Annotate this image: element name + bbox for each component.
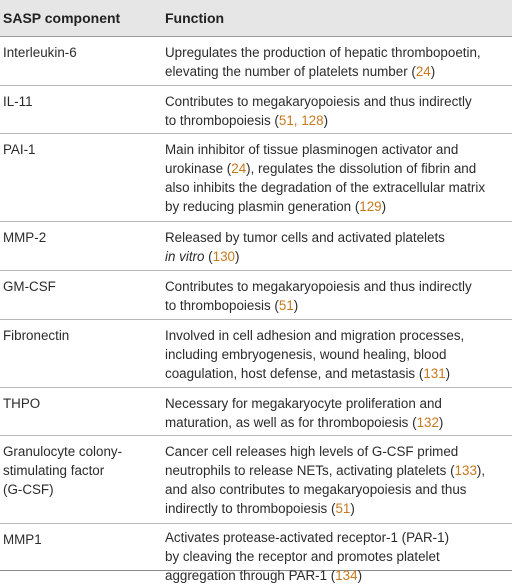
component-cell: Interleukin-6 [3,45,77,60]
function-cell: Activates protease-activated receptor-1 (PAR-1) by cleaving the receptor and promotes platelet aggregation through PAR-1 (134) [165,530,450,583]
citation-link[interactable]: 132 [416,415,439,430]
table-row [0,37,512,86]
component-cell: MMP-2 [3,230,47,245]
function-cell: Involved in cell adhesion and migration processes, including embryogenesis, wound healing, blood coagulation, host defense, and metastasis (131) [165,328,465,381]
function-cell: Contributes to megakaryopoiesis and thus indirectly to thrombopoiesis (51, 128) [165,94,472,128]
citation-link[interactable]: 51 [335,501,351,516]
header-function: Function [165,10,225,26]
citation-link[interactable]: 51 [278,298,294,313]
header-sasp-component: SASP component [3,10,121,26]
component-cell: MMP1 [3,532,42,547]
table-row [0,222,512,271]
table-header [0,0,512,37]
table-row [0,436,512,524]
component-cell: Granulocyte colony- stimulating factor (G-CSF) [3,444,123,497]
function-cell: Main inhibitor of tissue plasminogen activator and urokinase (24), regulates the dissolution of fibrin and also inhibits the degradation of the extracellular matrix by reducing plasmin generation (129) [165,142,486,214]
component-cell: GM-CSF [3,279,56,294]
component-cell: PAI-1 [3,142,36,157]
component-cell: IL-11 [3,94,33,109]
table-row [0,388,512,436]
table-row [0,134,512,222]
table-row [0,86,512,134]
citation-link[interactable]: 133 [454,463,477,478]
table-row [0,271,512,320]
citation-link[interactable]: 24 [231,161,247,176]
function-cell: Cancer cell releases high levels of G-CSF primed neutrophils to release NETs, activating platelets (133), and also contributes to megakaryopoiesis and thus indirectly to thrombopoiesis (51) [165,444,486,516]
component-cell: Fibronectin [3,328,70,343]
table-row [0,320,512,388]
citation-link[interactable]: 130 [212,249,235,264]
citation-link[interactable]: 24 [415,64,431,79]
function-cell: Contributes to megakaryopoiesis and thus indirectly to thrombopoiesis (51) [165,279,472,313]
function-cell: Released by tumor cells and activated platelets in vitro (130) [165,230,445,264]
function-cell: Upregulates the production of hepatic thrombopoetin, elevating the number of platelets number (24) [165,45,481,79]
citation-link[interactable]: 129 [359,199,382,214]
function-cell: Necessary for megakaryocyte proliferation and maturation, as well as for thrombopoiesis (132) [165,396,444,430]
citation-link[interactable]: 131 [423,366,446,381]
component-cell: THPO [3,396,41,411]
table-row [0,524,512,583]
citation-link[interactable]: 134 [335,568,358,583]
citation-link[interactable]: 51, 128 [278,113,324,128]
